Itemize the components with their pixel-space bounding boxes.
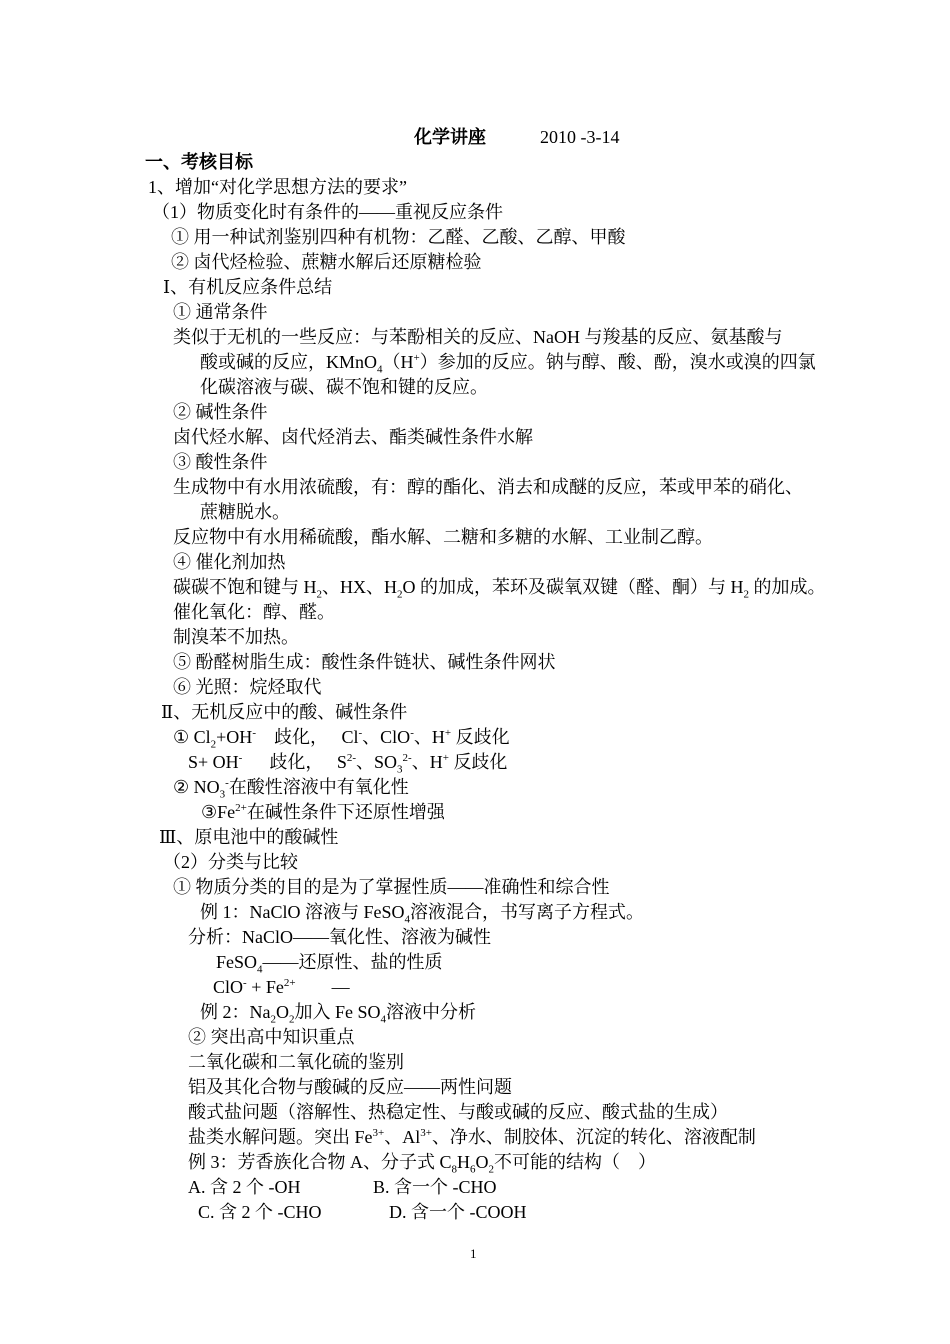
list-item: ② $NO_3^-$在酸性溶液中有氧化性 <box>173 777 409 801</box>
option-a: A. 含 2 个 -OH <box>188 1177 301 1197</box>
paragraph-line: 化碳溶液与碳、碳不饱和键的反应。 <box>200 377 488 397</box>
list-item: ③ 酸性条件 <box>173 452 268 472</box>
example-line: 例 1：NaClO 溶液与 FeSO$_4$溶液混合，书写离子方程式。 <box>200 902 645 926</box>
list-item: $③Fe^{2+}$在碱性条件下还原性增强 <box>201 802 445 822</box>
paragraph-line: 反应物中有水用稀硫酸，酯水解、二糖和多糖的水解、工业制乙醇。 <box>173 527 713 547</box>
doc-title: 化学讲座 <box>414 127 486 147</box>
subsection-heading: 1、增加“对化学思想方法的要求” <box>148 177 407 197</box>
list-item: ④ 催化剂加热 <box>173 552 286 572</box>
list-item: ② 突出高中知识重点 <box>188 1027 355 1047</box>
option-d: D. 含一个 -COOH <box>389 1202 527 1222</box>
paragraph-line: 蔗糖脱水。 <box>200 502 290 522</box>
paragraph-line: 盐类水解问题。突出 $Fe^{3+}$、$Al^{3+}$、净水、制胶体、沉淀的转化、溶液配制 <box>188 1127 756 1147</box>
paragraph-line: 生成物中有水用浓硫酸，有：醇的酯化、消去和成醚的反应，苯或甲苯的硝化、 <box>173 477 803 497</box>
paragraph-line: 催化氧化：醇、醛。 <box>173 602 335 622</box>
roman-heading: Ⅲ、原电池中的酸碱性 <box>159 827 339 847</box>
list-item: ① $Cl_2+OH^-$ 歧化， Cl-、ClO-、H+ 反歧化 <box>173 727 510 751</box>
example-line: 例 2：$Na_2O_2$加入 Fe $SO_4$溶液中分析 <box>200 1002 477 1026</box>
point-heading: （2）分类与比较 <box>163 852 298 872</box>
option-c: C. 含 2 个 -CHO <box>198 1202 322 1222</box>
list-item: ① 用一种试剂鉴别四种有机物：乙醛、乙酸、乙醇、甲酸 <box>171 227 626 247</box>
analysis-line: FeSO$_4$——还原性、盐的性质 <box>216 952 443 976</box>
doc-date: 2010 -3-14 <box>540 127 620 147</box>
list-item: ① 通常条件 <box>173 302 268 322</box>
paragraph-line: 制溴苯不加热。 <box>173 627 299 647</box>
analysis-line: $ClO^- + Fe^{2+}$ — <box>213 977 350 997</box>
paragraph-line: 卤代烃水解、卤代烃消去、酯类碱性条件水解 <box>173 427 533 447</box>
paragraph-line: 酸式盐问题（溶解性、热稳定性、与酸或碱的反应、酸式盐的生成） <box>188 1102 728 1122</box>
option-b: B. 含一个 -CHO <box>373 1177 497 1197</box>
example-line: 例 3：芳香族化合物 A、分子式 $C_8H_6O_2$不可能的结构（ ） <box>188 1152 657 1176</box>
section-heading: 一、考核目标 <box>145 152 253 172</box>
point-heading: （1）物质变化时有条件的——重视反应条件 <box>152 202 503 222</box>
paragraph-line: 碳碳不饱和键与 $H_2$、HX、$H_2O$ 的加成，苯环及碳氧双键（醛、酮）与 $H_2$ 的加成。 <box>173 577 826 601</box>
analysis-line: 分析：NaClO——氧化性、溶液为碱性 <box>188 927 491 947</box>
paragraph-line: 酸或碱的反应，KMnO$_4$（H+）参加的反应。钠与醇、酸、酚，溴水或溴的四氯 <box>200 352 816 376</box>
page-number: 1 <box>470 1246 477 1261</box>
roman-heading: Ⅰ、有机反应条件总结 <box>163 277 333 297</box>
roman-heading: Ⅱ、无机反应中的酸、碱性条件 <box>161 702 408 722</box>
list-item: ⑥ 光照：烷烃取代 <box>173 677 322 697</box>
list-item: S+ OH- 歧化， $S^{2-}$、$SO_3^{2-}$、H+ 反歧化 <box>188 752 508 776</box>
list-item: ② 卤代烃检验、蔗糖水解后还原糖检验 <box>171 252 482 272</box>
list-item: ⑤ 酚醛树脂生成：酸性条件链状、碱性条件网状 <box>173 652 556 672</box>
paragraph-line: 类似于无机的一些反应：与苯酚相关的反应、NaOH 与羧基的反应、氨基酸与 <box>173 327 783 347</box>
paragraph-line: 二氧化碳和二氧化硫的鉴别 <box>188 1052 404 1072</box>
paragraph-line: 铝及其化合物与酸碱的反应——两性问题 <box>188 1077 512 1097</box>
list-item: ② 碱性条件 <box>173 402 268 422</box>
list-item: ① 物质分类的目的是为了掌握性质——准确性和综合性 <box>173 877 610 897</box>
